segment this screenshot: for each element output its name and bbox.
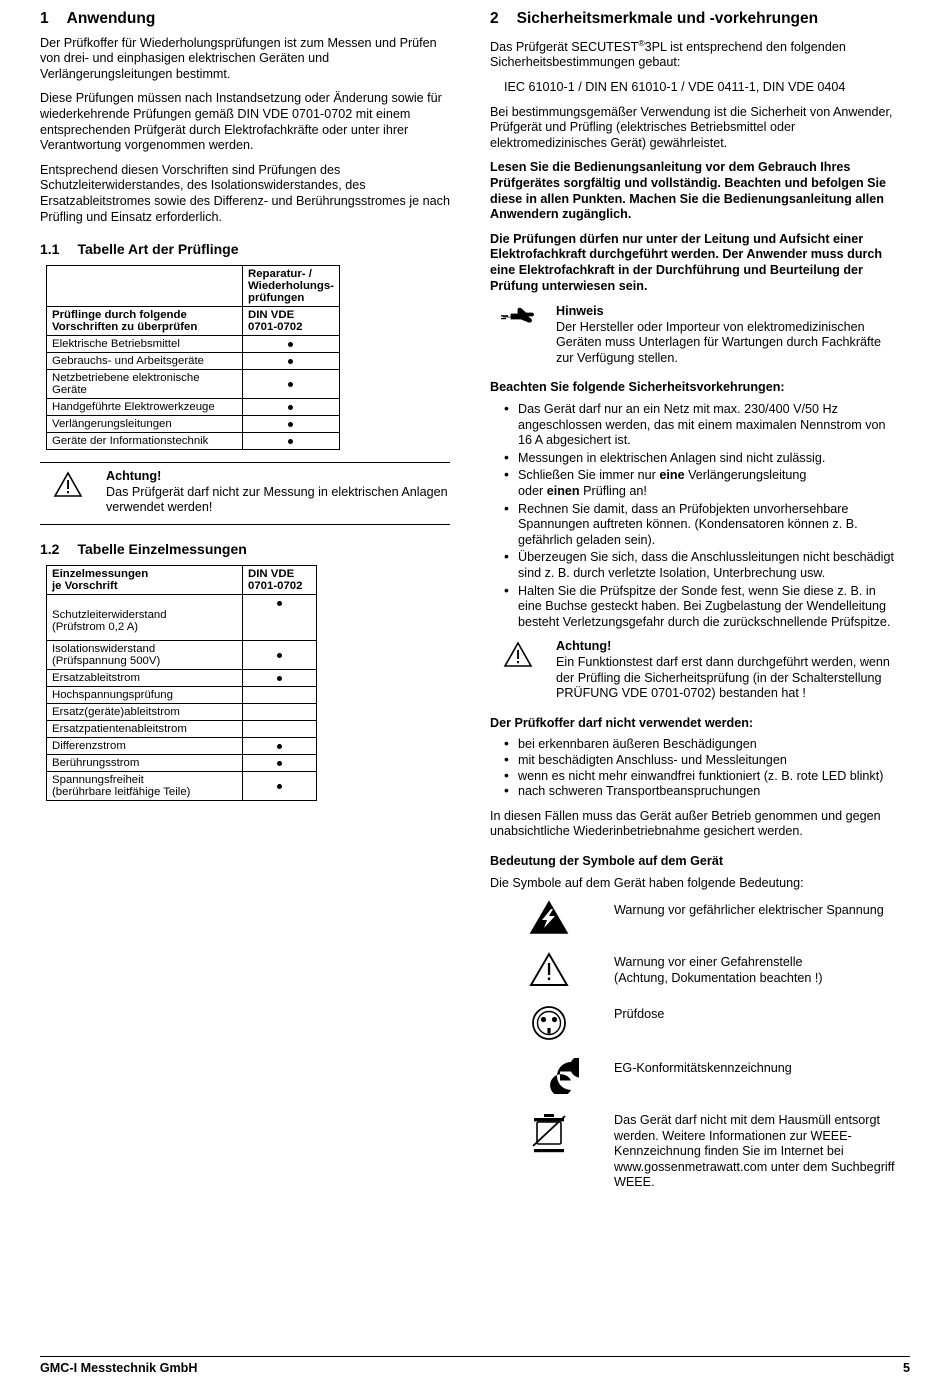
row-label-line1: Schutzleiterwiderstand: [52, 608, 167, 621]
symbol-text: Prüfdose: [614, 1007, 665, 1022]
table-row: Ersatzpatientenableitstrom: [47, 720, 317, 737]
dot-cell: [243, 398, 340, 415]
table-row: Berührungsstrom: [47, 754, 317, 771]
list-item: • Messungen in elektrischen Anlagen sind nicht zulässig.: [504, 451, 900, 467]
warning-triangle-svg: [529, 952, 569, 988]
list-item: • nach schweren Transportbeanspruchungen: [504, 784, 900, 800]
table-row: Hochspannungsprüfung: [47, 686, 317, 703]
bullet-dot-icon: [288, 359, 293, 364]
table-row: [47, 771, 317, 800]
section-1-2-heading: [40, 541, 450, 558]
dot-cell: [243, 594, 317, 640]
warning-triangle-icon: [40, 469, 96, 516]
hint-text: Der Hersteller oder Importeur von elektromedizinischen Geräten muss Unterlagen für Wartungen durch Fachkräfte zur Verfügung stellen.: [556, 319, 882, 365]
dot-cell: [243, 754, 317, 771]
footer-company: GMC-I Messtechnik GmbH: [40, 1361, 198, 1375]
symbols-intro: Die Symbole auf dem Gerät haben folgende Bedeutung:: [490, 875, 804, 890]
row-label: [47, 771, 243, 800]
precautions-heading: Beachten Sie folgende Sicherheitsvorkehrungen:: [490, 380, 785, 395]
dot-cell: [243, 669, 317, 686]
weee-crossed-bin-svg: [528, 1110, 570, 1156]
symbol-text: EG-Konformitätskennzeichnung: [614, 1061, 792, 1076]
nouse-heading: Der Prüfkoffer darf nicht verwendet werden:: [490, 715, 754, 730]
section-1-2-number: 1.2: [40, 540, 60, 557]
hint-block: [490, 304, 900, 366]
two-column-layout: [40, 10, 910, 1191]
table-row-header-bottom: [47, 306, 340, 335]
warning-block-2: [490, 639, 900, 701]
hint-body: [556, 304, 900, 366]
table-row: Elektrische Betriebsmittel: [47, 335, 340, 352]
list-item: • Das Gerät darf nur an ein Netz mit max. 230/400 V/50 Hz angeschlossen werden, das mit einem maximalen Nennstrom von 16 A abgesichert ist.: [504, 402, 900, 449]
high-voltage-warning-icon: [490, 900, 600, 936]
symbol-row-warning: [490, 952, 900, 988]
table-row: Ersatzableitstrom: [47, 669, 317, 686]
bullet-dot-icon: [288, 342, 293, 347]
bullet-dot-icon: [288, 382, 293, 387]
warning-triangle-svg: [503, 641, 533, 668]
bullet-dot-icon: [288, 439, 293, 444]
hint-title: Hinweis: [556, 304, 604, 319]
warning-triangle-icon: [490, 952, 600, 988]
dot-cell: [243, 369, 340, 398]
table-row: Netzbetriebene elektronische Geräte: [47, 369, 340, 398]
symbols-list: [490, 900, 900, 1191]
section-2-number: 2: [490, 10, 499, 27]
ce-mark-icon: [490, 1058, 600, 1094]
table-row: [47, 594, 317, 640]
dot-cell: [243, 737, 317, 754]
table-row: Differenzstrom: [47, 737, 317, 754]
table-einzelmessungen: [46, 565, 317, 801]
warning-triangle-icon: [490, 639, 546, 701]
section-1-paragraph-1: Der Prüfkoffer für Wiederholungsprüfungen ist zum Messen und Prüfen von drei- und einphasigen elektrischen Geräten und Verlängerungsleitungen bestimmt.: [40, 35, 437, 81]
symbol-row-ce-mark: [490, 1058, 900, 1094]
test-socket-icon: [490, 1004, 600, 1042]
table-row: Gebrauchs- und Arbeitsgeräte: [47, 352, 340, 369]
warning-block-2-body: [556, 639, 900, 701]
warning-block-1: [40, 469, 450, 516]
table-row: Ersatz(geräte)ableitstrom: [47, 703, 317, 720]
norms-line: IEC 61010-1 / DIN EN 61010-1 / VDE 0411-1, DIN VDE 0404: [504, 79, 846, 94]
table-row: Verlängerungsleitungen: [47, 415, 340, 432]
dot-cell: [243, 771, 317, 800]
bullet-dot-icon: [288, 422, 293, 427]
warning-text: Ein Funktionstest darf erst dann durchgeführt werden, wenn der Prüfling die Sicherheitsprüfung (in der Schalterstellung PRÜFUNG VDE 0701-0702) bestanden hat !: [556, 654, 890, 701]
row-label: [47, 640, 243, 669]
table-row: Handgeführte Elektrowerkzeuge: [47, 398, 340, 415]
section-2-heading: [490, 10, 900, 29]
row-label: [47, 594, 243, 640]
warning-title: Achtung!: [106, 468, 162, 483]
high-voltage-svg: [529, 900, 569, 936]
dot-cell-empty: [243, 686, 317, 703]
list-item: • mit beschädigten Anschluss- und Messleitungen: [504, 753, 900, 769]
header-pruflinge-vorschriften: Prüflinge durch folgende Vorschriften zu überprüfen: [47, 306, 243, 335]
section-2-paragraph-1: [490, 36, 900, 71]
row-label-line2: (Prüfstrom 0,2 A): [52, 620, 139, 633]
symbol-text: Warnung vor gefährlicher elektrischer Spannung: [614, 903, 884, 918]
footer-divider: [40, 1356, 910, 1357]
header-din-vde-0701-0702: DIN VDE 0701-0702: [243, 306, 340, 335]
symbol-row-test-socket: [490, 1004, 900, 1042]
symbol-row-weee: [490, 1110, 900, 1191]
test-socket-svg: [529, 1004, 569, 1042]
symbol-text: Das Gerät darf nicht mit dem Hausmüll entsorgt werden. Weitere Informationen zur WEEE-Kennzeichnung finden Sie im Internet bei www.gossenmetrawatt.com unter dem Suchbegriff WEEE.: [614, 1113, 895, 1190]
nouse-list: [490, 737, 900, 799]
list-item: • Halten Sie die Prüfspitze der Sonde fest, wenn Sie diese z. B. in eine Buchse gesteckt haben. Bei Zugbelastung der Wendelleitung besteht Verletzungsgefahr durch die zurückschnellende Prüfspitze.: [504, 584, 900, 631]
warning-text: Das Prüfgerät darf nicht zur Messung in elektrischen Anlagen verwendet werden!: [106, 484, 448, 515]
section-2-paragraph-3: Lesen Sie die Bedienungsanleitung vor dem Gebrauch Ihres Prüfgerätes sorgfältig und vollständig. Beachten und befolgen Sie diese in allen Punkten. Machen Sie die Bedienungsanleitung allen Anwendern zugänglich.: [490, 160, 887, 222]
dot-cell: [243, 352, 340, 369]
row-label-line2: (Prüfspannung 500V): [52, 654, 161, 667]
para-1-part-b: 3PL ist entsprechend den folgenden Sicherheitsbestimmungen gebaut:: [490, 39, 846, 70]
dot-cell: [243, 640, 317, 669]
section-1-heading: [40, 10, 450, 29]
registered-mark: ®: [638, 37, 645, 48]
weee-crossed-bin-icon: [490, 1110, 600, 1156]
list-item: • bei erkennbaren äußeren Beschädigungen: [504, 737, 900, 753]
nouse-after-text: In diesen Fällen muss das Gerät außer Betrieb genommen und gegen unabsichtliche Wiederinbetriebnahme gesichert werden.: [490, 808, 881, 839]
right-column: [490, 10, 900, 1191]
section-1-paragraph-3: Entsprechend diesen Vorschriften sind Prüfungen des Schutzleiterwiderstandes, des Isolationswiderstandes, des Ersatzableitstromes sowie des Differenz- und Berührungsstromes je nach Prüfling und Einsatz erforderlich.: [40, 162, 450, 224]
section-2-paragraph-4: Die Prüfungen dürfen nur unter der Leitung und Aufsicht einer Elektrofachkraft durchgeführt werden. Der Anwender muss durch eine Elektrofachkraft in der Durchführung und Beurteilung der Prüfung unterwiesen sein.: [490, 231, 883, 293]
symbol-row-high-voltage: [490, 900, 900, 936]
section-1-1-number: 1.1: [40, 241, 60, 258]
table-row: [47, 640, 317, 669]
warning-title: Achtung!: [556, 639, 612, 654]
table-art-der-pruflinge: [46, 265, 340, 450]
bullet-dot-icon: [277, 761, 282, 766]
header-einzelmessungen: Einzelmessungen je Vorschrift: [47, 565, 243, 594]
dot-cell: [243, 432, 340, 449]
bullet-dot-icon: [277, 601, 282, 606]
dot-cell: [243, 335, 340, 352]
row-label-line1: Spannungsfreiheit: [52, 773, 144, 786]
dot-cell-empty: [243, 720, 317, 737]
divider: [40, 462, 450, 463]
ce-mark-svg: [519, 1058, 579, 1094]
section-2-title: Sicherheitsmerkmale und -vorkehrungen: [516, 10, 819, 27]
section-1-title: Anwendung: [66, 10, 156, 27]
section-2-paragraph-2: Bei bestimmungsgemäßer Verwendung ist die Sicherheit von Anwender, Prüfgerät und Prüfling (elektrisches Betriebsmittel oder elektromedizinisches Gerät) gewährleistet.: [490, 104, 893, 150]
section-1-paragraph-2: Diese Prüfungen müssen nach Instandsetzung oder Änderung sowie für wiederkehrende Prüfungen gemäß DIN VDE 0701-0702 mit einem entsprechenden Prüfgerät durch Elektrofachkräfte oder unter ihrer Verantwortung vorgenommen werden.: [40, 91, 442, 153]
section-1-number: 1: [40, 10, 49, 27]
bullet-dot-icon: [277, 784, 282, 789]
section-1-1-title: Tabelle Art der Prüflinge: [77, 241, 239, 258]
table-row-header: [47, 565, 317, 594]
bullet-dot-icon: [277, 676, 282, 681]
footer-page-number: 5: [902, 1361, 910, 1375]
list-item: • wenn es nicht mehr einwandfrei funktioniert (z. B. rote LED blinkt): [504, 769, 900, 785]
symbol-text: Warnung vor einer Gefahrenstelle (Achtung, Dokumentation beachten !): [614, 955, 823, 985]
para-1-part-a: Das Prüfgerät SECUTEST: [490, 39, 639, 54]
warning-triangle-svg: [53, 471, 83, 498]
table-row-header-top: [47, 265, 340, 306]
pointing-hand-icon: [490, 304, 546, 366]
empty-header-cell: [47, 265, 243, 306]
row-label-line1: Isolationswiderstand: [52, 642, 156, 655]
left-column: [40, 10, 450, 801]
section-1-1-heading: [40, 241, 450, 258]
pointing-hand-svg: [501, 306, 535, 326]
header-repair-repeat-tests: Reparatur- / Wiederholungs- prüfungen: [243, 265, 340, 306]
divider: [40, 524, 450, 525]
dot-cell: [243, 415, 340, 432]
list-item: • Rechnen Sie damit, dass an Prüfobjekten unvorhersehbare Spannungen auftreten können. (Kondensatoren können z. B. gefährlich geladen sein).: [504, 502, 900, 549]
page-footer: [40, 1356, 910, 1375]
header-din-vde-0701-0702: DIN VDE 0701-0702: [243, 565, 317, 594]
precautions-list: [490, 402, 900, 630]
list-item: • Schließen Sie immer nur eine Verlängerungsleitung oder einen Prüfling an!: [504, 468, 900, 499]
bullet-dot-icon: [288, 405, 293, 410]
section-1-2-title: Tabelle Einzelmessungen: [77, 540, 247, 557]
symbols-heading: Bedeutung der Symbole auf dem Gerät: [490, 853, 724, 868]
footer-row: [40, 1361, 910, 1375]
bullet-dot-icon: [277, 653, 282, 658]
warning-block-1-body: [106, 469, 450, 516]
dot-cell-empty: [243, 703, 317, 720]
bullet-dot-icon: [277, 744, 282, 749]
table-row: Geräte der Informationstechnik: [47, 432, 340, 449]
list-item: • Überzeugen Sie sich, dass die Anschlussleitungen nicht beschädigt sind z. B. durch verletzte Isolation, Unterbrechung usw.: [504, 550, 900, 581]
row-label-line2: (berührbare leitfähige Teile): [52, 785, 191, 798]
